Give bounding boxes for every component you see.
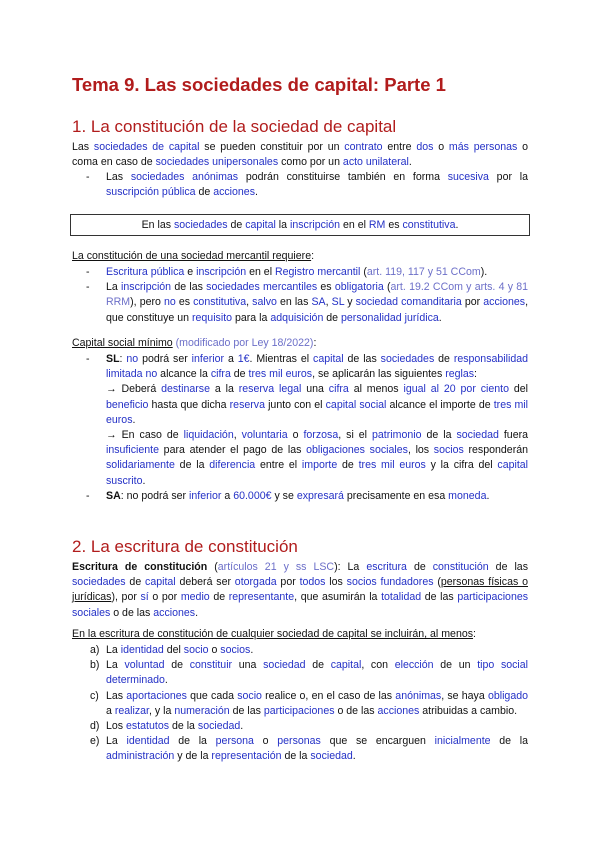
section-1-bullets xyxy=(72,170,528,200)
sl-rule-2: → En caso de liquidación, voluntaria o forzosa, si el patrimonio de la sociedad fuera insuficiente para atender el pago de las obligaciones sociales, los socios responderán solidariamente de la diferencia entre el importe de tres mil euros y la cifra del capital suscrito. xyxy=(106,429,529,487)
list-item: d) Los estatutos de la sociedad. xyxy=(90,720,244,733)
section-1-heading: 1. La constitución de la sociedad de capital xyxy=(72,117,397,136)
requirements-label: La constitución de una sociedad mercantil requiere: xyxy=(72,250,315,262)
section-2-intro: Escritura de constitución (artículos 21 y ss LSC): La escritura de constitución de las sociedades de capital deberá ser otorgada por todos los socios fundadores (personas físicas o jurídicas), por sí o por medio de representante, que asumirán la totalidad de las participaciones sociales o de las acciones. xyxy=(72,561,529,619)
highlight-box: En las sociedades de capital la inscripción en el RM es constitutiva. xyxy=(70,214,530,236)
section-1-intro: Las sociedades de capital se pueden constituir por un contrato entre dos o más personas o coma en caso de sociedades unipersonales como por un acto unilateral. xyxy=(72,141,529,169)
sl-rule-1: → Deberá destinarse a la reserva legal una cifra al menos igual al 20 por ciento del beneficio hasta que dicha reserva junto con el capital social alcance el importe de tres mil euros. xyxy=(106,383,529,426)
section-2-heading: 2. La escritura de constitución xyxy=(72,537,298,556)
list-item: b) La voluntad de constituir una sociedad de capital, con elección de un tipo social determinado. xyxy=(90,659,529,687)
list-item: c) Las aportaciones que cada socio realice o, en el caso de las anónimas, se haya obligado a realizar, y la numeración de las participaciones o de las acciones atribuidas a cambio. xyxy=(90,689,528,717)
list-item: - Las sociedades anónimas podrán constituirse también en forma sucesiva por la suscripción pública de acciones. xyxy=(86,171,528,199)
document-title: Tema 9. Las sociedades de capital: Parte 1 xyxy=(72,74,446,95)
contents-label: En la escritura de constitución de cualquier sociedad de capital se incluirán, al menos: xyxy=(72,628,476,640)
contents-list xyxy=(72,643,528,765)
capital-list xyxy=(72,352,528,504)
requirements-list xyxy=(72,265,528,326)
list-item: - SA: no podrá ser inferior a 60.000€ y se expresará precisamente en esa moneda. xyxy=(86,489,490,502)
list-item: e) La identidad de la persona o personas que se encarguen inicialmente de la administración y de la representación de la sociedad. xyxy=(90,735,528,763)
list-item: - SL: no podrá ser inferior a 1€. Mientras el capital de las sociedades de responsabilidad limitada no alcance la cifra de tres mil euros, se aplicarán las siguientes reglas: → Deberá destinarse a la reserva legal una cifra al menos igual al 20 por ciento del beneficio hasta que dicha reserva junto con el capital social alcance el importe de tres mil euros. → En caso de liquidación, voluntaria o forzosa, si el patrimonio de la sociedad fuera insuficiente para atender el pago de las obligaciones sociales, los socios responderán solidariamente de la diferencia entre el importe de tres mil euros y la cifra del capital suscrito. xyxy=(72,352,528,489)
capital-label: Capital social mínimo (modificado por Ley 18/2022): xyxy=(72,337,317,349)
list-item: - La inscripción de las sociedades mercantiles es obligatoria (art. 19.2 CCom y arts. 4 y 81 RRM), pero no es constitutiva, salvo en las SA, SL y sociedad comanditaria por acciones, que constituye un requisito para la adquisición de personalidad jurídica. xyxy=(86,281,529,324)
list-item: - Escritura pública e inscripción en el Registro mercantil (art. 119, 117 y 51 CCom). xyxy=(86,266,488,278)
list-item: a) La identidad del socio o socios. xyxy=(90,644,254,656)
